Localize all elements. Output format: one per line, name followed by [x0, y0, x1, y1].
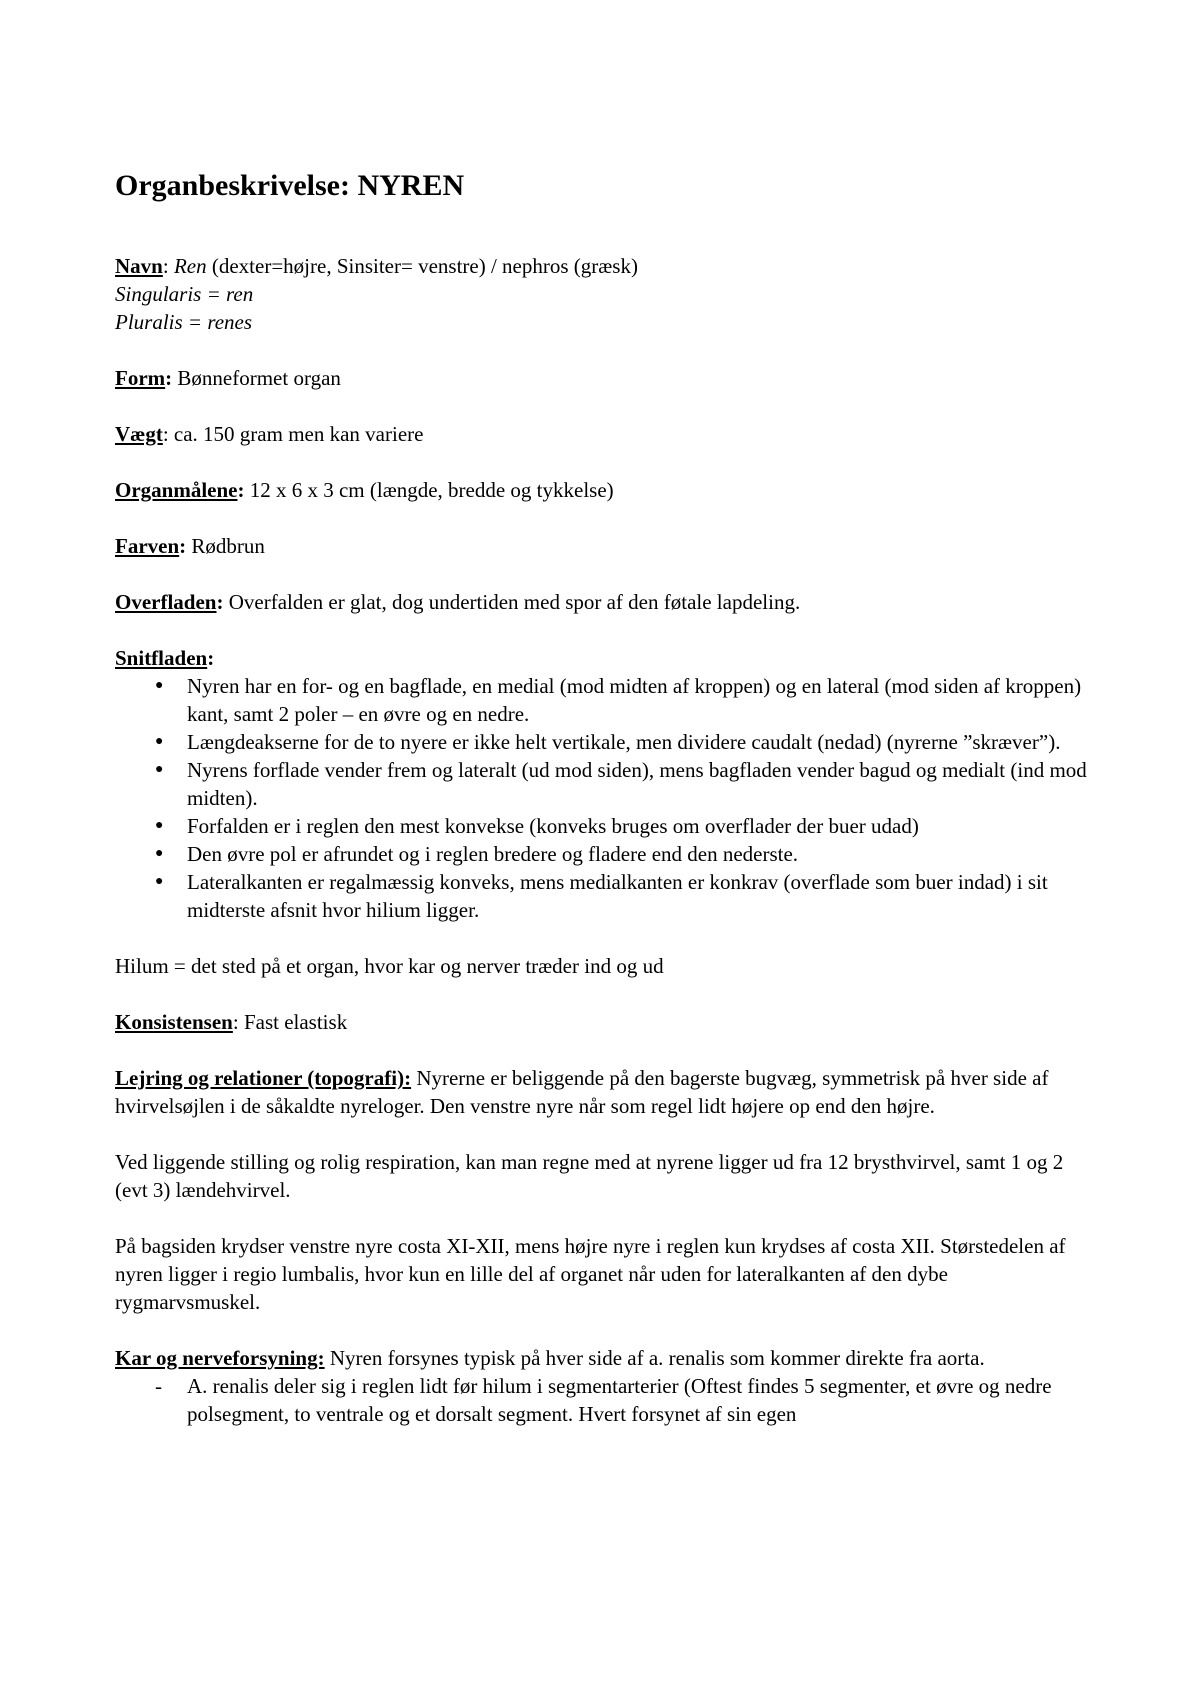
overfladen-text: Overfalden er glat, dog undertiden med spor af den føtale lapdeling. [223, 590, 801, 614]
konsistensen-label: Konsistensen [115, 1010, 233, 1034]
section-lejring [115, 1064, 1095, 1120]
overfladen-colon: : [216, 590, 224, 614]
konsistensen-text: : Fast elastisk [232, 1010, 348, 1034]
navn-label: Navn [115, 254, 163, 278]
section-snitfladen [115, 644, 1095, 672]
snitfladen-label: Snitfladen [115, 646, 208, 670]
section-vaegt [115, 420, 1095, 448]
lejring-text: Nyrerne er beliggende på den bagerste bugvæg, symmetrisk på hver side af hvirvelsøjlen i de såkaldte nyreloger. Den venstre nyre når som regel lidt højere op end den højre. [115, 1066, 1049, 1118]
farven-colon: : [179, 534, 187, 558]
list-item: ● Forfalden er i reglen den mest konvekse (konveks bruges om overflader der buer udad) [115, 812, 1095, 840]
kar-label: Kar og nerveforsyning: [115, 1346, 325, 1370]
form-label: Form [115, 366, 166, 390]
lejring-label: Lejring og relationer (topografi): [115, 1066, 412, 1090]
overfladen-label: Overfladen [115, 590, 217, 614]
list-item: ● Længdeakserne for de to nyere er ikke helt vertikale, men dividere caudalt (nedad) (nyrerne ”skræver”). [115, 728, 1095, 756]
section-form [115, 364, 1095, 392]
lejring-paragraph-2: Ved liggende stilling og rolig respiration, kan man regne med at nyrene ligger ud fra 12 brysthvirvel, samt 1 og 2 (evt 3) lændehvirvel. [115, 1150, 1064, 1202]
list-item: - A. renalis deler sig i reglen lidt før hilum i segmentarterier (Oftest findes 5 segmenter, et øvre og nedre polsegment, to ventrale og et dorsalt segment. Hvert forsynet af sin egen [115, 1372, 1095, 1428]
pluralis-line: Pluralis = renes [115, 310, 253, 334]
organmaalene-label: Organmålene [115, 478, 238, 502]
list-item: ● Lateralkanten er regalmæssig konveks, mens medialkanten er konkrav (overflade som buer indad) i sit midterste afsnit hvor hilium ligger. [115, 868, 1095, 924]
section-konsistensen [115, 1008, 1095, 1036]
kar-text: Nyren forsynes typisk på hver side af a. renalis som kommer direkte fra aorta. [324, 1346, 985, 1370]
lejring-paragraph-3: På bagsiden krydser venstre nyre costa XI-XII, mens højre nyre i reglen kun krydses af costa XII. Størstedelen af nyren ligger i regio lumbalis, hvor kun en lille del af organet når uden for lateralkanten af den dybe rygmarvsmuskel. [115, 1234, 1066, 1314]
snitfladen-colon: : [207, 646, 215, 670]
farven-text: Rødbrun [186, 534, 265, 558]
section-organmaalene [115, 476, 1095, 504]
navn-text: (dexter=højre, Sinsiter= venstre) / nephros (græsk) [206, 254, 638, 278]
organmaalene-colon: : [237, 478, 245, 502]
navn-colon: : [162, 254, 169, 278]
form-text: Bønneformet organ [172, 366, 341, 390]
document-title: Organbeskrivelse: NYREN [115, 169, 465, 202]
hilum-definition: Hilum = det sted på et organ, hvor kar og nerver træder ind og ud [115, 954, 664, 978]
section-kar [115, 1344, 1095, 1372]
snitfladen-list [115, 672, 1095, 924]
section-farven [115, 532, 1095, 560]
vaegt-text: : ca. 150 gram men kan variere [162, 422, 424, 446]
singularis-line: Singularis = ren [115, 282, 254, 306]
vaegt-label: Vægt [115, 422, 163, 446]
document-body [115, 168, 1095, 1428]
list-item: ● Den øvre pol er afrundet og i reglen bredere og fladere end den nederste. [115, 840, 1095, 868]
list-item: ● Nyren har en for- og en bagflade, en medial (mod midten af kroppen) og en lateral (mod siden af kroppen) kant, samt 2 poler – en øvre og en nedre. [115, 672, 1095, 728]
farven-label: Farven [115, 534, 180, 558]
list-item: ● Nyrens forflade vender frem og lateralt (ud mod siden), mens bagfladen vender bagud og medialt (ind mod midten). [115, 756, 1095, 812]
form-colon: : [165, 366, 173, 390]
section-navn [115, 252, 1095, 336]
kar-list [115, 1372, 1095, 1428]
navn-term: Ren [173, 254, 207, 278]
section-overfladen [115, 588, 1095, 616]
organmaalene-text: 12 x 6 x 3 cm (længde, bredde og tykkelse) [244, 478, 614, 502]
